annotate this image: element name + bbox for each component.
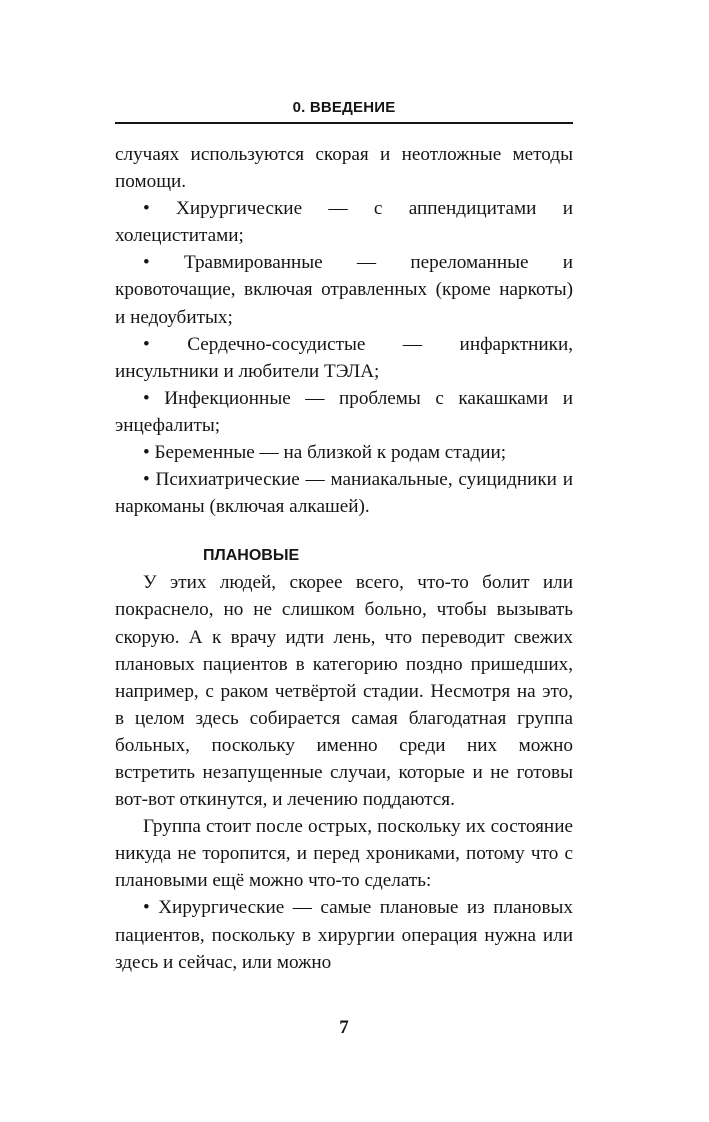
- bullet-icon: •: [143, 252, 184, 274]
- list-item-acute-1: [115, 195, 573, 249]
- list-item-text: Травмированные — переломанные и кровоточащие, включая отравленных (кроме наркоты) и недоубитых;: [115, 252, 574, 328]
- bullet-icon: •: [143, 442, 155, 464]
- bullet-icon: •: [143, 387, 165, 409]
- bullet-icon: •: [143, 333, 188, 355]
- page-number: 7: [339, 1017, 349, 1038]
- list-item-text: Психиатрические — маниакальные, суицидники и наркоманы (включая алкашей).: [115, 469, 573, 518]
- list-item-acute-6: [115, 466, 573, 520]
- running-title: 0. ВВЕДЕНИЕ: [292, 99, 396, 116]
- list-item-text: Сердечно-сосудистые — инфарктники, инсультники и любители ТЭЛА;: [115, 333, 574, 382]
- section-heading: ПЛАНОВЫЕ: [203, 547, 300, 565]
- list-item-acute-4: [115, 385, 573, 439]
- bullet-icon: •: [143, 198, 177, 220]
- bullet-icon: •: [143, 897, 159, 919]
- bullet-icon: •: [143, 469, 156, 491]
- paragraph-planned-intro: У этих людей, скорее всего, что-то болит или покраснело, но не слишком больно, чтобы вызывать скорую. А к врачу идти лень, что переводит свежих плановых пациентов в категорию поздно пришедших, например, с раком четвёртой стадии. Несмотря на это, в целом здесь собирается самая благодатная группа больных, поскольку именно среди них можно встретить незапущенные случаи, которые и не готовы вот-вот откинутся, и лечению поддаются.: [115, 572, 573, 811]
- list-item-text: Хирургические — с аппендицитами и холециститами;: [115, 198, 573, 247]
- paragraph-planned-order: Группа стоит после острых, поскольку их состояние никуда не торопится, и перед хрониками, потому что с плановыми ещё можно что-то сделать:: [115, 816, 573, 892]
- list-item-acute-5: [115, 439, 573, 466]
- list-item-acute-3: [115, 331, 573, 385]
- list-item-text: Беременные — на близкой к родам стадии;: [154, 442, 507, 464]
- list-item-acute-2: [115, 249, 573, 330]
- paragraph-continued: случаях используются скорая и неотложные методы помощи.: [115, 144, 573, 193]
- list-item-text: Хирургические — самые плановые из плановых пациентов, поскольку в хирургии операция нужна или здесь и сейчас, или можно: [115, 897, 573, 973]
- header-rule: [115, 122, 573, 124]
- body-text: [115, 141, 573, 976]
- list-item-planned-1: [115, 894, 573, 975]
- list-item-text: Инфекционные — проблемы с какашками и энцефалиты;: [115, 387, 574, 436]
